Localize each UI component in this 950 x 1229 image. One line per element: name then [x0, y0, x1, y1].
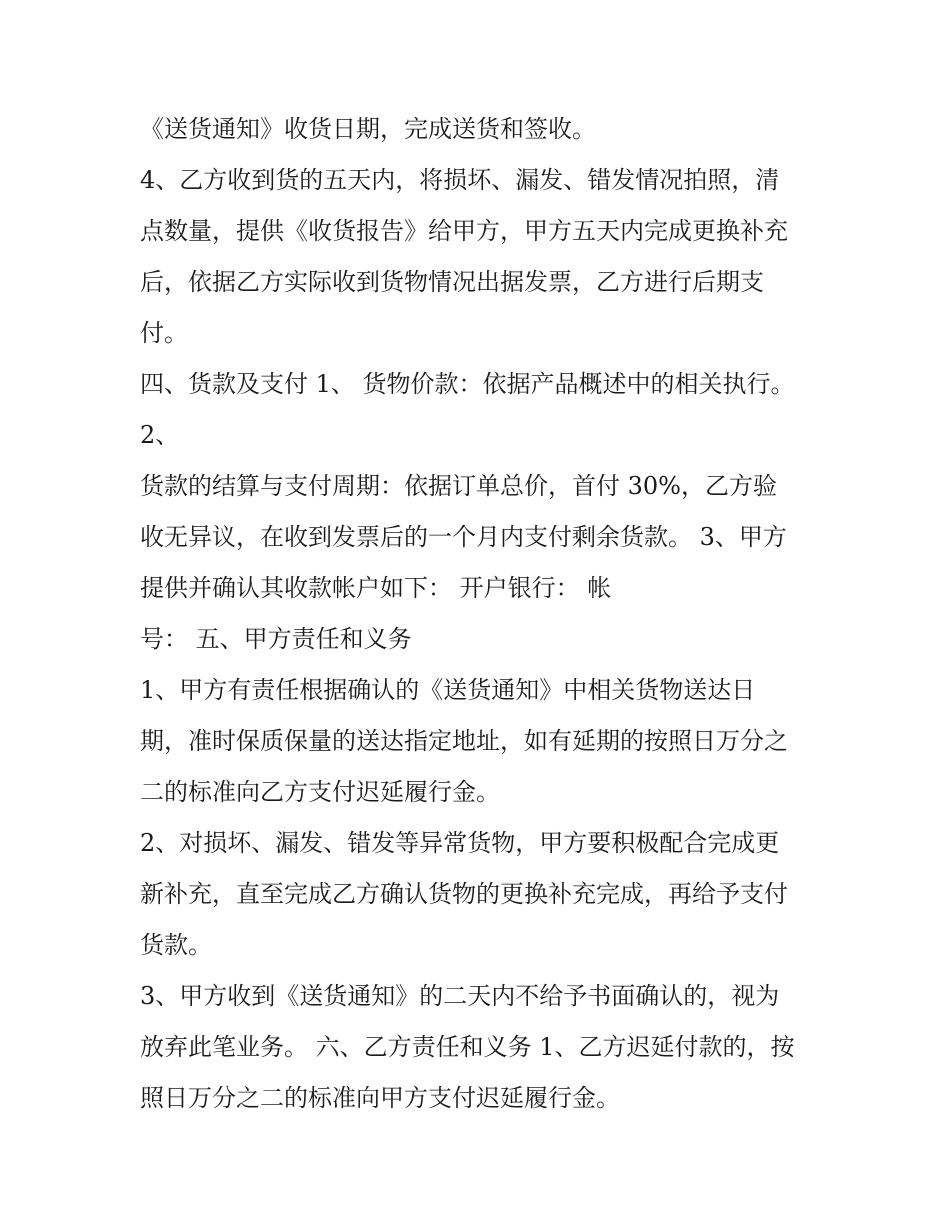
- section-heading-line: 号： 五、甲方责任和义务: [140, 625, 412, 653]
- text-line: 二的标准向乙方支付迟延履行金。: [140, 778, 500, 806]
- text-line: 收无异议，在收到发票后的一个月内支付剩余货款。 3、甲方: [140, 523, 787, 551]
- text-line: 提供并确认其收款帐户如下： 开户银行： 帐: [140, 574, 612, 602]
- text-line: 《送货通知》收货日期，完成送货和签收。: [140, 115, 596, 143]
- text-line: 4、乙方收到货的五天内，将损坏、漏发、错发情况拍照，清: [140, 166, 780, 194]
- text-line: 照日万分之二的标准向甲方支付迟延履行金。: [140, 1084, 620, 1112]
- text-line: 2、对损坏、漏发、错发等异常货物，甲方要积极配合完成更: [140, 829, 780, 857]
- text-line: 付。: [140, 319, 188, 347]
- text-line: 1、甲方有责任根据确认的《送货通知》中相关货物送达日: [140, 676, 756, 704]
- text-line: 新补充，直至完成乙方确认货物的更换补充完成，再给予支付: [140, 880, 788, 908]
- text-line: 放弃此笔业务。 六、乙方责任和义务 1、乙方迟延付款的，按: [140, 1033, 795, 1061]
- text-line: 期，准时保质保量的送达指定地址，如有延期的按照日万分之: [140, 727, 788, 755]
- text-line: 货款的结算与支付周期：依据订单总价，首付 30%，乙方验: [140, 472, 777, 500]
- text-line: 2、: [140, 421, 180, 449]
- section-heading-line: 四、货款及支付 1、 货物价款：依据产品概述中的相关执行。: [140, 370, 795, 398]
- text-line: 货款。: [140, 931, 212, 959]
- document-body: [140, 104, 820, 1124]
- text-line: 点数量，提供《收货报告》给甲方，甲方五天内完成更换补充: [140, 217, 788, 245]
- text-line: 后，依据乙方实际收到货物情况出据发票，乙方进行后期支: [140, 268, 764, 296]
- text-line: 3、甲方收到《送货通知》的二天内不给予书面确认的，视为: [140, 982, 780, 1010]
